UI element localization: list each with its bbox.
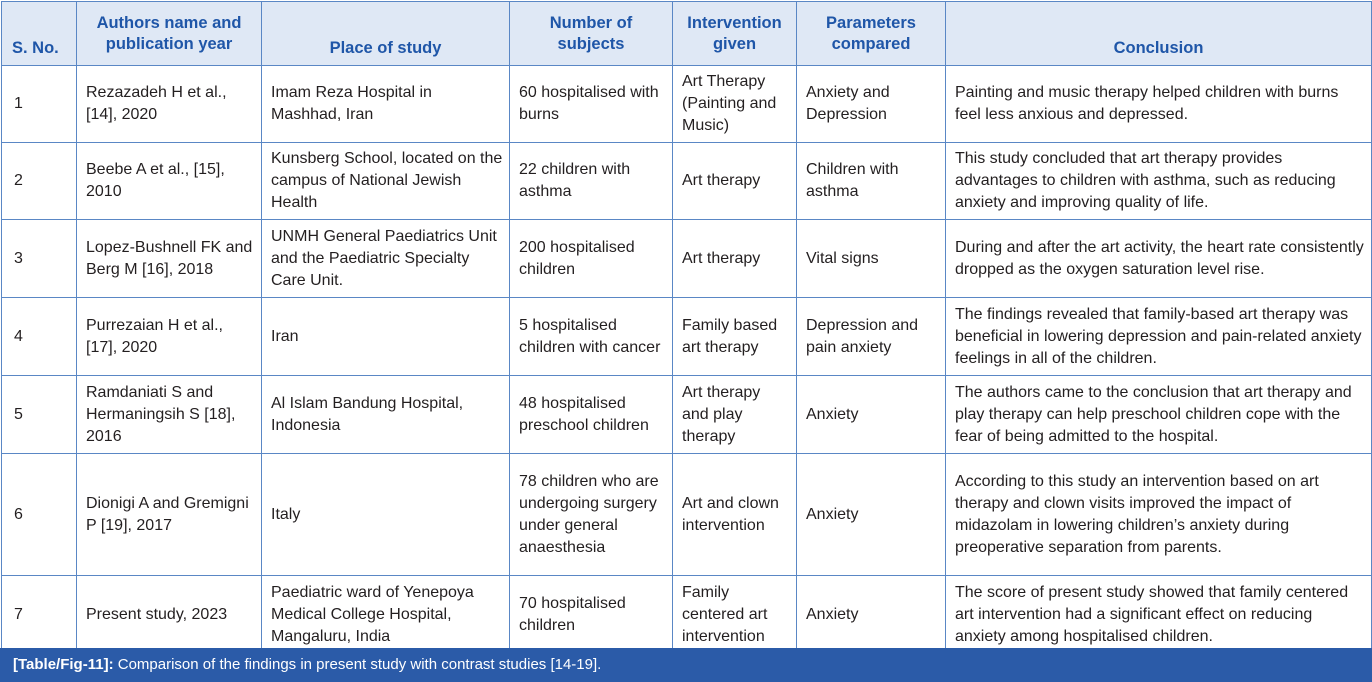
cell-parameters: Anxiety: [797, 576, 946, 655]
header-conclusion: Conclusion: [946, 2, 1372, 66]
header-intervention: Intervention given: [673, 2, 797, 66]
cell-sno: 1: [2, 66, 77, 143]
cell-conclusion: The authors came to the conclusion that art therapy and play therapy can help preschool children cope with the fear of being admitted to the hospital.: [946, 376, 1372, 454]
header-place: Place of study: [262, 2, 510, 66]
table-row: [2, 376, 1372, 454]
cell-place: Paediatric ward of Yenepoya Medical College Hospital, Mangaluru, India: [262, 576, 510, 655]
comparison-table: [1, 1, 1372, 655]
cell-subjects: 22 children with asthma: [510, 143, 673, 220]
cell-conclusion: According to this study an intervention based on art therapy and clown visits improved the impact of midazolam in lowering children’s anxiety during preoperative separation from parents.: [946, 454, 1372, 576]
table-row: [2, 298, 1372, 376]
cell-parameters: Children with asthma: [797, 143, 946, 220]
cell-conclusion: The findings revealed that family-based art therapy was beneficial in lowering depression and pain-related anxiety feelings in all of the children.: [946, 298, 1372, 376]
cell-sno: 5: [2, 376, 77, 454]
cell-parameters: Vital signs: [797, 220, 946, 298]
cell-intervention: Art Therapy (Painting and Music): [673, 66, 797, 143]
table-row: [2, 66, 1372, 143]
cell-authors: Dionigi A and Gremigni P [19], 2017: [77, 454, 262, 576]
header-parameters: Parameters compared: [797, 2, 946, 66]
cell-parameters: Anxiety: [797, 454, 946, 576]
cell-place: Iran: [262, 298, 510, 376]
caption-text: Comparison of the findings in present study with contrast studies [14-19].: [113, 656, 602, 673]
cell-conclusion: During and after the art activity, the heart rate consistently dropped as the oxygen saturation level rise.: [946, 220, 1372, 298]
cell-intervention: Family centered art intervention: [673, 576, 797, 655]
cell-subjects: 70 hospitalised children: [510, 576, 673, 655]
cell-sno: 4: [2, 298, 77, 376]
cell-sno: 6: [2, 454, 77, 576]
cell-sno: 7: [2, 576, 77, 655]
cell-place: Imam Reza Hospital in Mashhad, Iran: [262, 66, 510, 143]
table-row: [2, 454, 1372, 576]
cell-place: Kunsberg School, located on the campus of National Jewish Health: [262, 143, 510, 220]
cell-subjects: 60 hospitalised with burns: [510, 66, 673, 143]
cell-place: Italy: [262, 454, 510, 576]
cell-authors: Present study, 2023: [77, 576, 262, 655]
cell-subjects: 5 hospitalised children with cancer: [510, 298, 673, 376]
cell-subjects: 78 children who are undergoing surgery under general anaesthesia: [510, 454, 673, 576]
cell-sno: 2: [2, 143, 77, 220]
cell-authors: Lopez-Bushnell FK and Berg M [16], 2018: [77, 220, 262, 298]
cell-intervention: Art therapy: [673, 220, 797, 298]
cell-subjects: 48 hospitalised preschool children: [510, 376, 673, 454]
cell-authors: Beebe A et al., [15], 2010: [77, 143, 262, 220]
cell-parameters: Anxiety: [797, 376, 946, 454]
table-row: [2, 143, 1372, 220]
cell-place: UNMH General Paediatrics Unit and the Paediatric Specialty Care Unit.: [262, 220, 510, 298]
cell-conclusion: This study concluded that art therapy provides advantages to children with asthma, such as reducing anxiety and improving quality of life.: [946, 143, 1372, 220]
cell-authors: Rezazadeh H et al., [14], 2020: [77, 66, 262, 143]
table-row: [2, 576, 1372, 655]
table-row: [2, 220, 1372, 298]
cell-parameters: Anxiety and Depression: [797, 66, 946, 143]
header-sno: S. No.: [2, 2, 77, 66]
cell-intervention: Art therapy and play therapy: [673, 376, 797, 454]
header-authors: Authors name and publication year: [77, 2, 262, 66]
cell-intervention: Family based art therapy: [673, 298, 797, 376]
table-caption: [0, 648, 1372, 682]
caption-label: [Table/Fig-11]:: [13, 656, 114, 673]
cell-subjects: 200 hospitalised children: [510, 220, 673, 298]
cell-intervention: Art and clown intervention: [673, 454, 797, 576]
header-row: [2, 2, 1372, 66]
cell-sno: 3: [2, 220, 77, 298]
cell-parameters: Depression and pain anxiety: [797, 298, 946, 376]
cell-authors: Ramdaniati S and Hermaningsih S [18], 2016: [77, 376, 262, 454]
cell-authors: Purrezaian H et al., [17], 2020: [77, 298, 262, 376]
cell-conclusion: The score of present study showed that family centered art intervention had a significant effect on reducing anxiety among hospitalised children.: [946, 576, 1372, 655]
header-subjects: Number of subjects: [510, 2, 673, 66]
cell-intervention: Art therapy: [673, 143, 797, 220]
cell-place: Al Islam Bandung Hospital, Indonesia: [262, 376, 510, 454]
cell-conclusion: Painting and music therapy helped children with burns feel less anxious and depressed.: [946, 66, 1372, 143]
